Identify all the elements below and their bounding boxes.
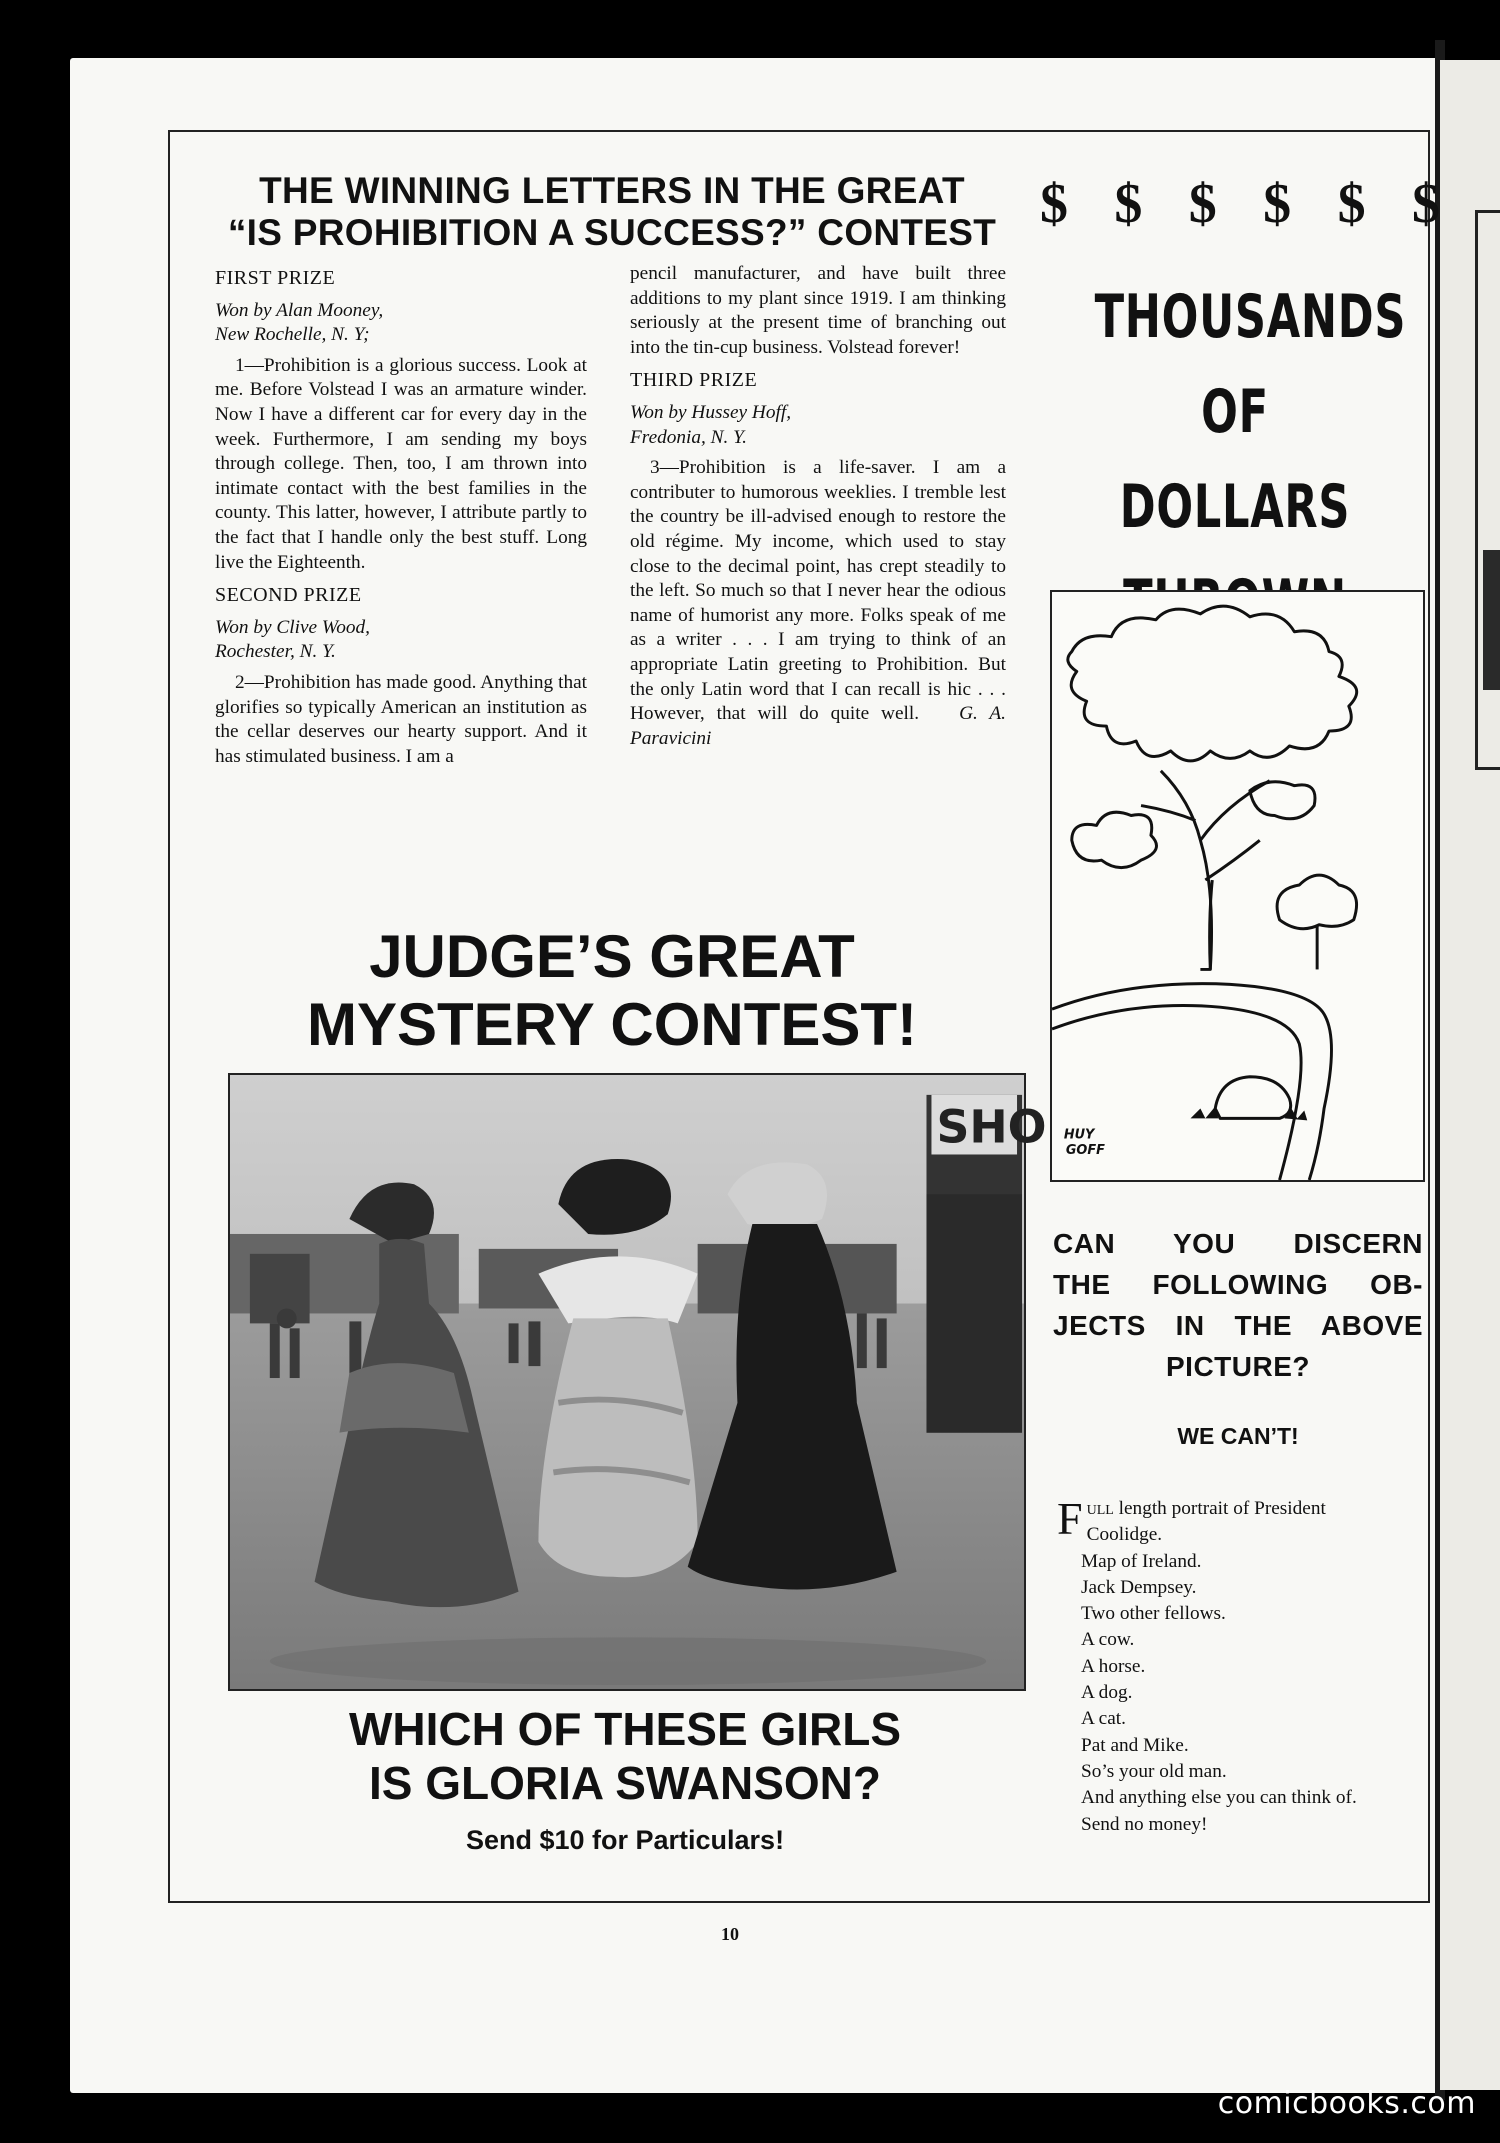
second-prize-heading: SECOND PRIZE: [215, 584, 362, 607]
list-item: A dog.: [1081, 1682, 1133, 1704]
contest-headline: [212, 170, 1012, 254]
letters-column-2: [630, 262, 1006, 759]
letters-column-1: [215, 262, 587, 777]
discern-line-2: THE FOLLOWING OB-: [1053, 1269, 1423, 1300]
cartoon-signature-line-2: GOFF: [1065, 1143, 1105, 1159]
discern-line-1: CAN YOU DISCERN: [1053, 1228, 1423, 1259]
cartoon-signature-line-1: HUY: [1063, 1127, 1095, 1143]
first-prize-location: New Rochelle, N. Y;: [215, 324, 370, 346]
objects-first-smallcaps: ull: [1086, 1498, 1114, 1519]
photo-illustration: [230, 1075, 1047, 1689]
send-no-money: Send no money!: [1081, 1813, 1208, 1835]
second-prize-letter-part2: pencil manufacturer, and have built three additions to my plant since 1919. I am thinking seriously at the present time of branching out into the tin-cup business. Volstead forever!: [630, 263, 1006, 358]
discern-line-4: PICTURE?: [1166, 1351, 1310, 1382]
third-prize-letter-text: 3—Prohibition is a life-saver. I am a contributer to humorous weeklies. I tremble lest the country be ill-advised enough to restore the old régime. My income, which used to stay close to the decimal point, has crept steadily to the left. So much so that I never hear the odious name of humorist any more. Folks speak of me as a writer . . . I am trying to think of an appropriate Latin greeting to Prohibition. But the only Latin word that I can recall is hic . . . However, that will do quite well.: [630, 457, 1006, 725]
third-prize-heading: THIRD PRIZE: [630, 369, 758, 392]
first-prize-byline: [215, 299, 587, 348]
thousands-line-2: OF DOLLARS: [1119, 377, 1351, 542]
list-item: Jack Dempsey.: [1081, 1576, 1197, 1598]
list-item: Map of Ireland.: [1081, 1550, 1202, 1572]
mystery-title-line-2: MYSTERY CONTEST!: [306, 991, 918, 1058]
third-prize-winner: Won by Hussey Hoff,: [630, 401, 792, 423]
tree-cartoon: [1050, 590, 1425, 1182]
list-item: A horse.: [1081, 1655, 1146, 1677]
question-line-1: WHICH OF THESE GIRLS: [349, 1703, 901, 1755]
list-item: Pat and Mike.: [1081, 1734, 1189, 1756]
third-prize-location: Fredonia, N. Y.: [630, 426, 747, 448]
first-prize-winner: Won by Alan Mooney,: [215, 299, 384, 321]
headline-line-1: THE WINNING LETTERS IN THE GREAT: [259, 170, 965, 211]
dollar-sign-row: [1040, 172, 1440, 236]
discern-line-3: JECTS IN THE ABOVE: [1053, 1310, 1423, 1341]
list-item: A cat.: [1081, 1708, 1126, 1730]
gloria-swanson-question: [230, 1702, 1020, 1810]
list-item: So’s your old man.: [1081, 1760, 1227, 1782]
third-prize-letter: [630, 456, 1006, 751]
first-prize-heading: FIRST PRIZE: [215, 267, 336, 289]
dollar-sign: $: [1337, 173, 1366, 235]
question-line-2: IS GLORIA SWANSON?: [369, 1757, 881, 1809]
headline-line-2: “IS PROHIBITION A SUCCESS?” CONTEST: [227, 212, 997, 253]
mystery-title-line-1: JUDGE’S GREAT: [369, 923, 855, 990]
site-watermark: comicbooks.com: [1217, 2086, 1476, 2121]
dollar-sign: $: [1411, 173, 1440, 235]
objects-first-rest: length portrait of President: [1113, 1498, 1326, 1519]
dollar-sign: $: [1188, 173, 1217, 235]
first-prize-letter: 1—Prohibition is a glorious success. Look at me. Before Volstead I was an armature winder. Now I have a different car for every day in the week. Furthermore, I am sending my boys through college. Then, too, I am thrown into intimate contact with the best families in the county. This latter, however, I attribute partly to the fact that I handle only the best stuff. Long live the Eighteenth.: [215, 354, 587, 573]
second-prize-location: Rochester, N. Y.: [215, 641, 336, 663]
second-prize-byline: [215, 616, 587, 665]
cartoon-illustration: [1052, 592, 1423, 1180]
objects-first-continued: Coolidge.: [1086, 1524, 1163, 1546]
objects-first-item: [1057, 1493, 1425, 1549]
list-item: A cow.: [1081, 1629, 1135, 1651]
objects-list: [1057, 1493, 1425, 1838]
third-prize-byline: [630, 401, 1006, 450]
dollar-sign: $: [1114, 173, 1143, 235]
dollar-sign: $: [1263, 173, 1292, 235]
thousands-line-1: THOUSANDS: [1094, 282, 1407, 352]
beach-photograph: [228, 1073, 1047, 1691]
adjacent-page-image: [1483, 550, 1500, 690]
we-cant: WE CAN’T!: [1177, 1423, 1299, 1449]
dollar-sign: $: [1040, 173, 1068, 235]
send-particulars: Send $10 for Particulars!: [465, 1825, 785, 1855]
shop-sign: SHO: [936, 1100, 1047, 1154]
discern-question: [1053, 1223, 1423, 1387]
third-prize-signature: G. A. Paravicini: [630, 703, 1006, 749]
second-prize-winner: Won by Clive Wood,: [215, 616, 370, 638]
drop-cap: F: [1057, 1493, 1083, 1544]
list-item-last: And anything else you can think of.: [1081, 1787, 1357, 1809]
page-number: 10: [721, 1924, 739, 1944]
second-prize-letter-part1: 2—Prohibition has made good. Anything that glorifies so typically American an institution as the cellar deserves our hearty support. And it has stimulated business. I am a: [215, 671, 587, 767]
adjacent-page-edge: [1440, 60, 1500, 2090]
mystery-contest-title: [212, 923, 1012, 1059]
list-item: Two other fellows.: [1081, 1603, 1226, 1625]
